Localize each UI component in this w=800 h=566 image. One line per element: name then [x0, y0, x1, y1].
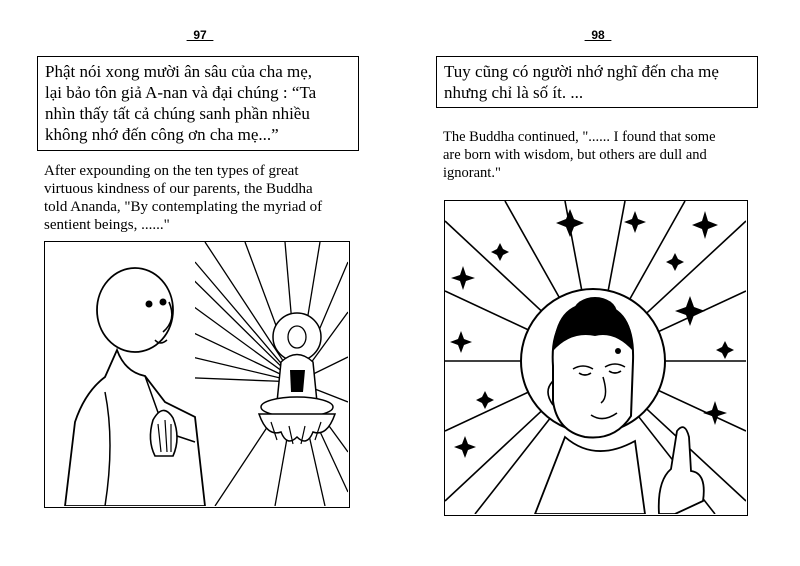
vietnamese-line: không nhớ đến công ơn cha mẹ...” [45, 125, 279, 144]
vietnamese-line: nhìn thấy tất cả chúng sanh phần nhiều [45, 104, 310, 123]
illustration-ananda-buddha [44, 241, 350, 508]
vietnamese-text-box [436, 56, 758, 108]
vietnamese-line: nhưng chỉ là số ít. ... [444, 83, 584, 102]
vietnamese-line: Phật nói xong mười ân sâu của cha mẹ, [45, 62, 313, 81]
vietnamese-line: lại bảo tôn giả A-nan và đại chúng : “Ta [45, 83, 317, 102]
english-line: After expounding on the ten types of great [44, 163, 299, 179]
english-line: are born with wisdom, but others are dull and [443, 147, 707, 163]
english-line: virtuous kindness of our parents, the Buddha [44, 181, 313, 197]
english-line: told Ananda, "By contemplating the myriad of [44, 199, 323, 215]
ananda-and-buddha-drawing [45, 242, 348, 506]
english-line: ignorant." [443, 165, 501, 181]
buddha-figure [259, 313, 335, 444]
english-caption [44, 162, 322, 234]
vietnamese-line: Tuy cũng có người nhớ nghĩ đến cha mẹ [444, 62, 719, 81]
page-number: _98_ [584, 28, 612, 42]
illustration-buddha-speaking [444, 200, 748, 516]
english-line: sentient beings, ......" [44, 217, 170, 233]
right-page [400, 0, 800, 566]
buddha-speaking-drawing [445, 201, 746, 514]
page-number: _97_ [186, 28, 214, 42]
buddha-figure [535, 297, 704, 514]
vietnamese-text-box [37, 56, 359, 151]
english-caption [443, 128, 716, 182]
ananda-figure [45, 242, 205, 506]
english-line: The Buddha continued, "...... I found that some [443, 129, 716, 145]
